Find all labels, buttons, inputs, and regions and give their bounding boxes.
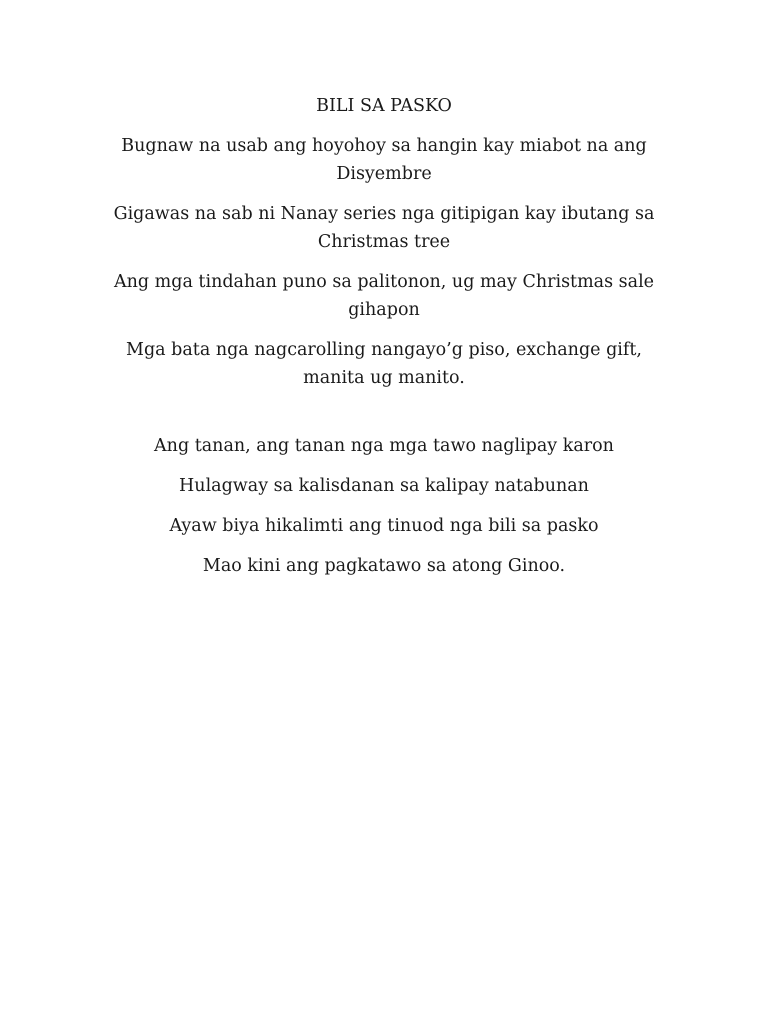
stanza-1 [94, 132, 674, 392]
poem-title: BILI SA PASKO [316, 96, 452, 116]
poem-line: Hulagway sa kalisdanan sa kalipay natabunan [179, 476, 589, 496]
stanza-break [94, 404, 674, 432]
poem-line: Gigawas na sab ni Nanay series nga gitipigan kay ibutang sa Christmas tree [113, 204, 655, 252]
poem-line: Mao kini ang pagkatawo sa atong Ginoo. [202, 556, 566, 576]
poem-body [94, 92, 674, 592]
poem-line: Bugnaw na usab ang hoyohoy sa hangin kay miabot na ang Disyembre [121, 136, 647, 184]
poem-line: Ang tanan, ang tanan nga mga tawo naglipay karon [154, 436, 614, 456]
poem-line: Ayaw biya hikalimti ang tinuod nga bili sa pasko [169, 516, 599, 536]
poem-line: Ang mga tindahan puno sa palitonon, ug may Christmas sale gihapon [113, 272, 655, 320]
stanza-2 [94, 432, 674, 580]
poem-line: Mga bata nga nagcarolling nangayo’g piso, exchange gift, manita ug manito. [126, 340, 642, 388]
